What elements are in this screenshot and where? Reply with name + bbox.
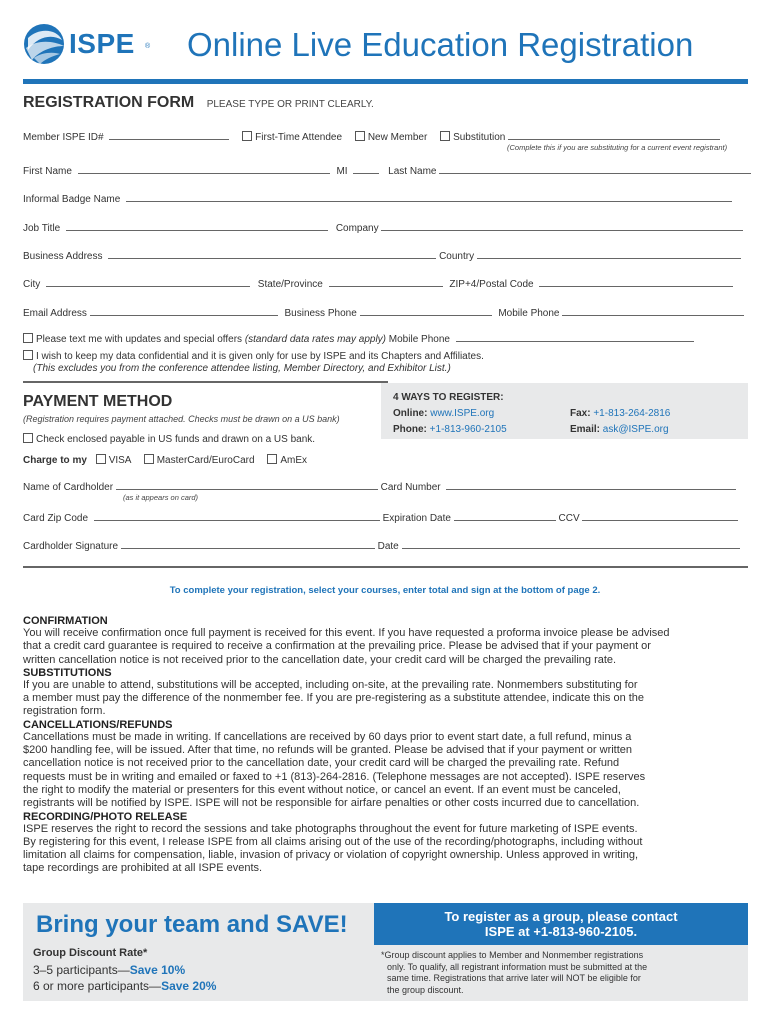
badge-row — [23, 192, 732, 205]
member-id-label: Member ISPE ID# — [23, 132, 104, 143]
ways-email-label: Email: — [570, 424, 601, 435]
confidential-row — [23, 350, 484, 362]
business-phone-field[interactable] — [360, 306, 492, 316]
business-address-field[interactable] — [108, 249, 436, 259]
ways-email — [570, 424, 669, 435]
member-row — [23, 130, 720, 143]
policy-heading: RECORDING/PHOTO RELEASE — [23, 810, 188, 823]
text-mobile-field[interactable] — [456, 332, 694, 342]
form-heading-title: REGISTRATION FORM — [23, 94, 195, 111]
policy-line: a member must pay the difference of the nonmember fee. If you are pre-registering as a substitute attendee, indicate this on the — [23, 692, 645, 705]
amex-checkbox[interactable] — [267, 454, 277, 464]
group-contact-line-2: ISPE at +1-813-960-2105. — [484, 924, 638, 939]
substitution-field[interactable] — [508, 130, 720, 140]
date-label: Date — [377, 541, 399, 552]
group-contact-line-1: To register as a group, please contact — [444, 909, 678, 924]
policy-line: written cancellation notice is not received prior to the cancellation date, your credit card will be charged the prevailing rate. — [23, 653, 617, 666]
policy-line: If you are unable to attend, substitutions will be accepted, including on-site, at the prevailing rate. Nonmembers substituting for — [23, 678, 638, 691]
new-member-checkbox[interactable] — [355, 131, 365, 141]
policies — [23, 615, 753, 876]
mobile-phone-label: Mobile Phone — [498, 308, 560, 319]
policy-line: cancellation notice is not received prior to the cancellation date, your credit card will be charged the prevailing rate. Refund — [23, 757, 620, 770]
policy-line: Cancellations must be made in writing. If cancellations are received by 60 days prior to event start date, a full refund, minus a — [23, 730, 632, 743]
name-row — [23, 164, 751, 177]
text-opt-in-label-a: Please text me with updates and special offers — [36, 334, 245, 345]
substitution-checkbox[interactable] — [440, 131, 450, 141]
new-member-label: New Member — [367, 132, 428, 143]
cardholder-name-note: (as it appears on card) — [123, 493, 199, 502]
ways-phone — [393, 424, 507, 435]
tier-2-label: 6 or more participants— — [33, 979, 162, 993]
payment-bottom-rule — [23, 566, 748, 568]
tier-1-label: 3–5 participants— — [33, 963, 130, 977]
policy-substitutions — [23, 667, 753, 719]
confidential-label: I wish to keep my data confidential and it is given only for use by ISPE and its Chapters and Affiliates. — [36, 351, 484, 362]
policy-cancellations — [23, 719, 753, 811]
page-title: Online Live Education Registration — [187, 26, 694, 63]
group-note — [381, 950, 647, 996]
group-note-line: the group discount. — [387, 984, 464, 995]
policy-line: registration form. — [23, 705, 106, 718]
policy-line: limitation all claims for compensation, liable, invasion of privacy or violation of copyright ownership. Unless approved in writing, — [23, 849, 639, 862]
company-label: Company — [335, 223, 379, 234]
card-zip-label: Card Zip Code — [23, 513, 89, 524]
complete-note: To complete your registration, select your courses, enter total and sign at the bottom of page 2. — [169, 585, 601, 596]
form-heading-sub: PLEASE TYPE OR PRINT CLEARLY. — [206, 99, 374, 110]
policy-line: registrants will be notified by ISPE. ISPE will not be responsible for airfare penalties or other costs incurred due to cancellation. — [23, 797, 640, 810]
country-label: Country — [439, 251, 475, 262]
text-opt-in-label-c: Mobile Phone — [386, 334, 450, 345]
policy-line: the right to modify the material or presenters for this event without notice, or cancel an event. If an event must be canceled, — [23, 783, 621, 796]
job-title-label: Job Title — [23, 223, 61, 234]
ways-online-label: Online: — [393, 408, 428, 419]
group-tier-2 — [33, 979, 216, 993]
charge-row — [23, 454, 307, 466]
address-row — [23, 249, 741, 262]
confidential-checkbox[interactable] — [23, 350, 33, 360]
member-id-field[interactable] — [109, 130, 229, 140]
signature-label: Cardholder Signature — [23, 541, 119, 552]
visa-checkbox[interactable] — [96, 454, 106, 464]
registered-mark: ® — [145, 43, 151, 50]
last-name-field[interactable] — [439, 164, 751, 174]
mastercard-checkbox[interactable] — [144, 454, 154, 464]
expiration-field[interactable] — [454, 511, 556, 521]
form-heading — [23, 94, 374, 112]
job-row — [23, 221, 743, 234]
card-zip-row — [23, 511, 738, 524]
policy-line: You will receive confirmation once full payment is received for this event. If you have requested a proforma invoice please be advised — [23, 627, 670, 639]
header-rule — [23, 79, 748, 84]
business-address-label: Business Address — [23, 251, 103, 262]
policy-recording — [23, 811, 753, 876]
state-label: State/Province — [257, 279, 323, 290]
first-time-checkbox[interactable] — [242, 131, 252, 141]
policy-heading: SUBSTITUTIONS — [23, 666, 112, 679]
policy-line: By registering for this event, I release ISPE from all claims arising out of the use of the recording/photographs, including without — [23, 835, 643, 848]
ccv-label: CCV — [558, 513, 580, 524]
ccv-field[interactable] — [582, 511, 738, 521]
payment-heading: PAYMENT METHOD — [23, 393, 173, 410]
cardholder-row — [23, 480, 736, 493]
check-row — [23, 433, 315, 445]
tier-1-save: Save 10% — [129, 963, 186, 977]
mi-label: MI — [336, 166, 348, 177]
badge-name-label: Informal Badge Name — [23, 194, 121, 205]
cardholder-name-field[interactable] — [116, 480, 378, 490]
policy-line: that a credit card guarantee is required to receive a confirmation at the prevailing price. Please be advised that if your payment or — [23, 640, 651, 653]
group-panel — [23, 903, 748, 1001]
charge-to-label: Charge to my — [23, 455, 87, 466]
state-field[interactable] — [329, 277, 443, 287]
substitution-label: Substitution — [453, 132, 506, 143]
expiration-label: Expiration Date — [382, 513, 451, 524]
group-headline: Bring your team and SAVE! — [36, 911, 348, 938]
visa-label: VISA — [108, 455, 131, 466]
ways-phone-label: Phone: — [393, 424, 427, 435]
email-row — [23, 306, 744, 319]
amex-label: AmEx — [280, 455, 307, 466]
badge-name-field[interactable] — [126, 192, 732, 202]
ways-online — [393, 408, 494, 419]
ways-email-value[interactable]: ask@ISPE.org — [602, 424, 669, 435]
card-number-label: Card Number — [380, 482, 441, 493]
signature-row — [23, 539, 740, 552]
group-note-line: same time. Registrations that arrive later will NOT be eligible for — [387, 973, 641, 983]
last-name-label: Last Name — [388, 166, 437, 177]
group-note-line: only. To qualify, all registrant information must be submitted at the — [387, 961, 648, 972]
ways-fax-value[interactable]: +1-813-264-2816 — [593, 408, 671, 419]
check-label: Check enclosed payable in US funds and drawn on a US bank. — [36, 434, 316, 445]
logo-text: ISPE — [69, 28, 135, 59]
payment-note: (Registration requires payment attached. Checks must be drawn on a US bank) — [23, 414, 340, 424]
job-title-field[interactable] — [66, 221, 328, 231]
payment-top-rule — [23, 381, 388, 383]
check-checkbox[interactable] — [23, 433, 33, 443]
signature-field[interactable] — [121, 539, 375, 549]
city-row — [23, 277, 733, 290]
city-field[interactable] — [46, 277, 250, 287]
text-opt-in-row — [23, 332, 694, 345]
confidential-note: (This excludes you from the conference attendee listing, Member Directory, and Exhibitor List.) — [33, 363, 451, 374]
ways-online-value[interactable]: www.ISPE.org — [430, 408, 495, 419]
mastercard-label: MasterCard/EuroCard — [156, 455, 255, 466]
policy-heading: CONFIRMATION — [23, 615, 108, 627]
group-tier-1 — [33, 963, 185, 977]
text-opt-in-label-b: (standard data rates may apply) — [244, 334, 387, 345]
policy-line: $200 handling fee, will be issued. After that time, no refunds will be granted. Please be advised that if your payment or written — [23, 744, 633, 757]
tier-2-save: Save 20% — [161, 979, 217, 993]
mobile-phone-field[interactable] — [562, 306, 744, 316]
text-opt-in-checkbox[interactable] — [23, 333, 33, 343]
ispe-logo — [22, 22, 162, 66]
cardholder-name-label: Name of Cardholder — [23, 482, 114, 493]
zip-field[interactable] — [539, 277, 733, 287]
policy-heading: CANCELLATIONS/REFUNDS — [23, 718, 173, 731]
ways-heading: 4 WAYS TO REGISTER: — [393, 392, 504, 403]
substitution-note: (Complete this if you are substituting for a current event registrant) — [507, 143, 728, 152]
card-zip-field[interactable] — [94, 511, 380, 521]
business-phone-label: Business Phone — [284, 308, 357, 319]
company-field[interactable] — [381, 221, 743, 231]
ways-panel — [381, 383, 748, 439]
first-name-label: First Name — [23, 166, 72, 177]
first-name-field[interactable] — [78, 164, 330, 174]
policy-line: tape recordings are prohibited at all ISPE events. — [23, 862, 263, 875]
group-contact-box — [374, 903, 748, 945]
ways-phone-value[interactable]: +1-813-960-2105 — [429, 424, 507, 435]
group-rate-title: Group Discount Rate* — [33, 947, 148, 959]
ways-fax — [570, 408, 670, 419]
mi-field[interactable] — [353, 164, 379, 174]
group-note-line: *Group discount applies to Member and Nonmember registrations — [381, 950, 644, 960]
zip-label: ZIP+4/Postal Code — [449, 279, 534, 290]
date-field[interactable] — [402, 539, 740, 549]
email-label: Email Address — [23, 308, 87, 319]
email-field[interactable] — [90, 306, 278, 316]
policy-confirmation — [23, 615, 753, 667]
country-field[interactable] — [477, 249, 741, 259]
city-label: City — [23, 279, 41, 290]
first-time-label: First-Time Attendee — [255, 132, 343, 143]
ispe-globe-icon — [22, 22, 66, 66]
ways-fax-label: Fax: — [570, 408, 591, 419]
card-number-field[interactable] — [446, 480, 736, 490]
policy-line: ISPE reserves the right to record the sessions and take photographs throughout the event for future marketing of ISPE events. — [23, 822, 638, 835]
policy-line: requests must be in writing and emailed or faxed to +1 (813)-264-2816. (Telephone messages are not accepted). ISPE reserves — [23, 770, 646, 783]
